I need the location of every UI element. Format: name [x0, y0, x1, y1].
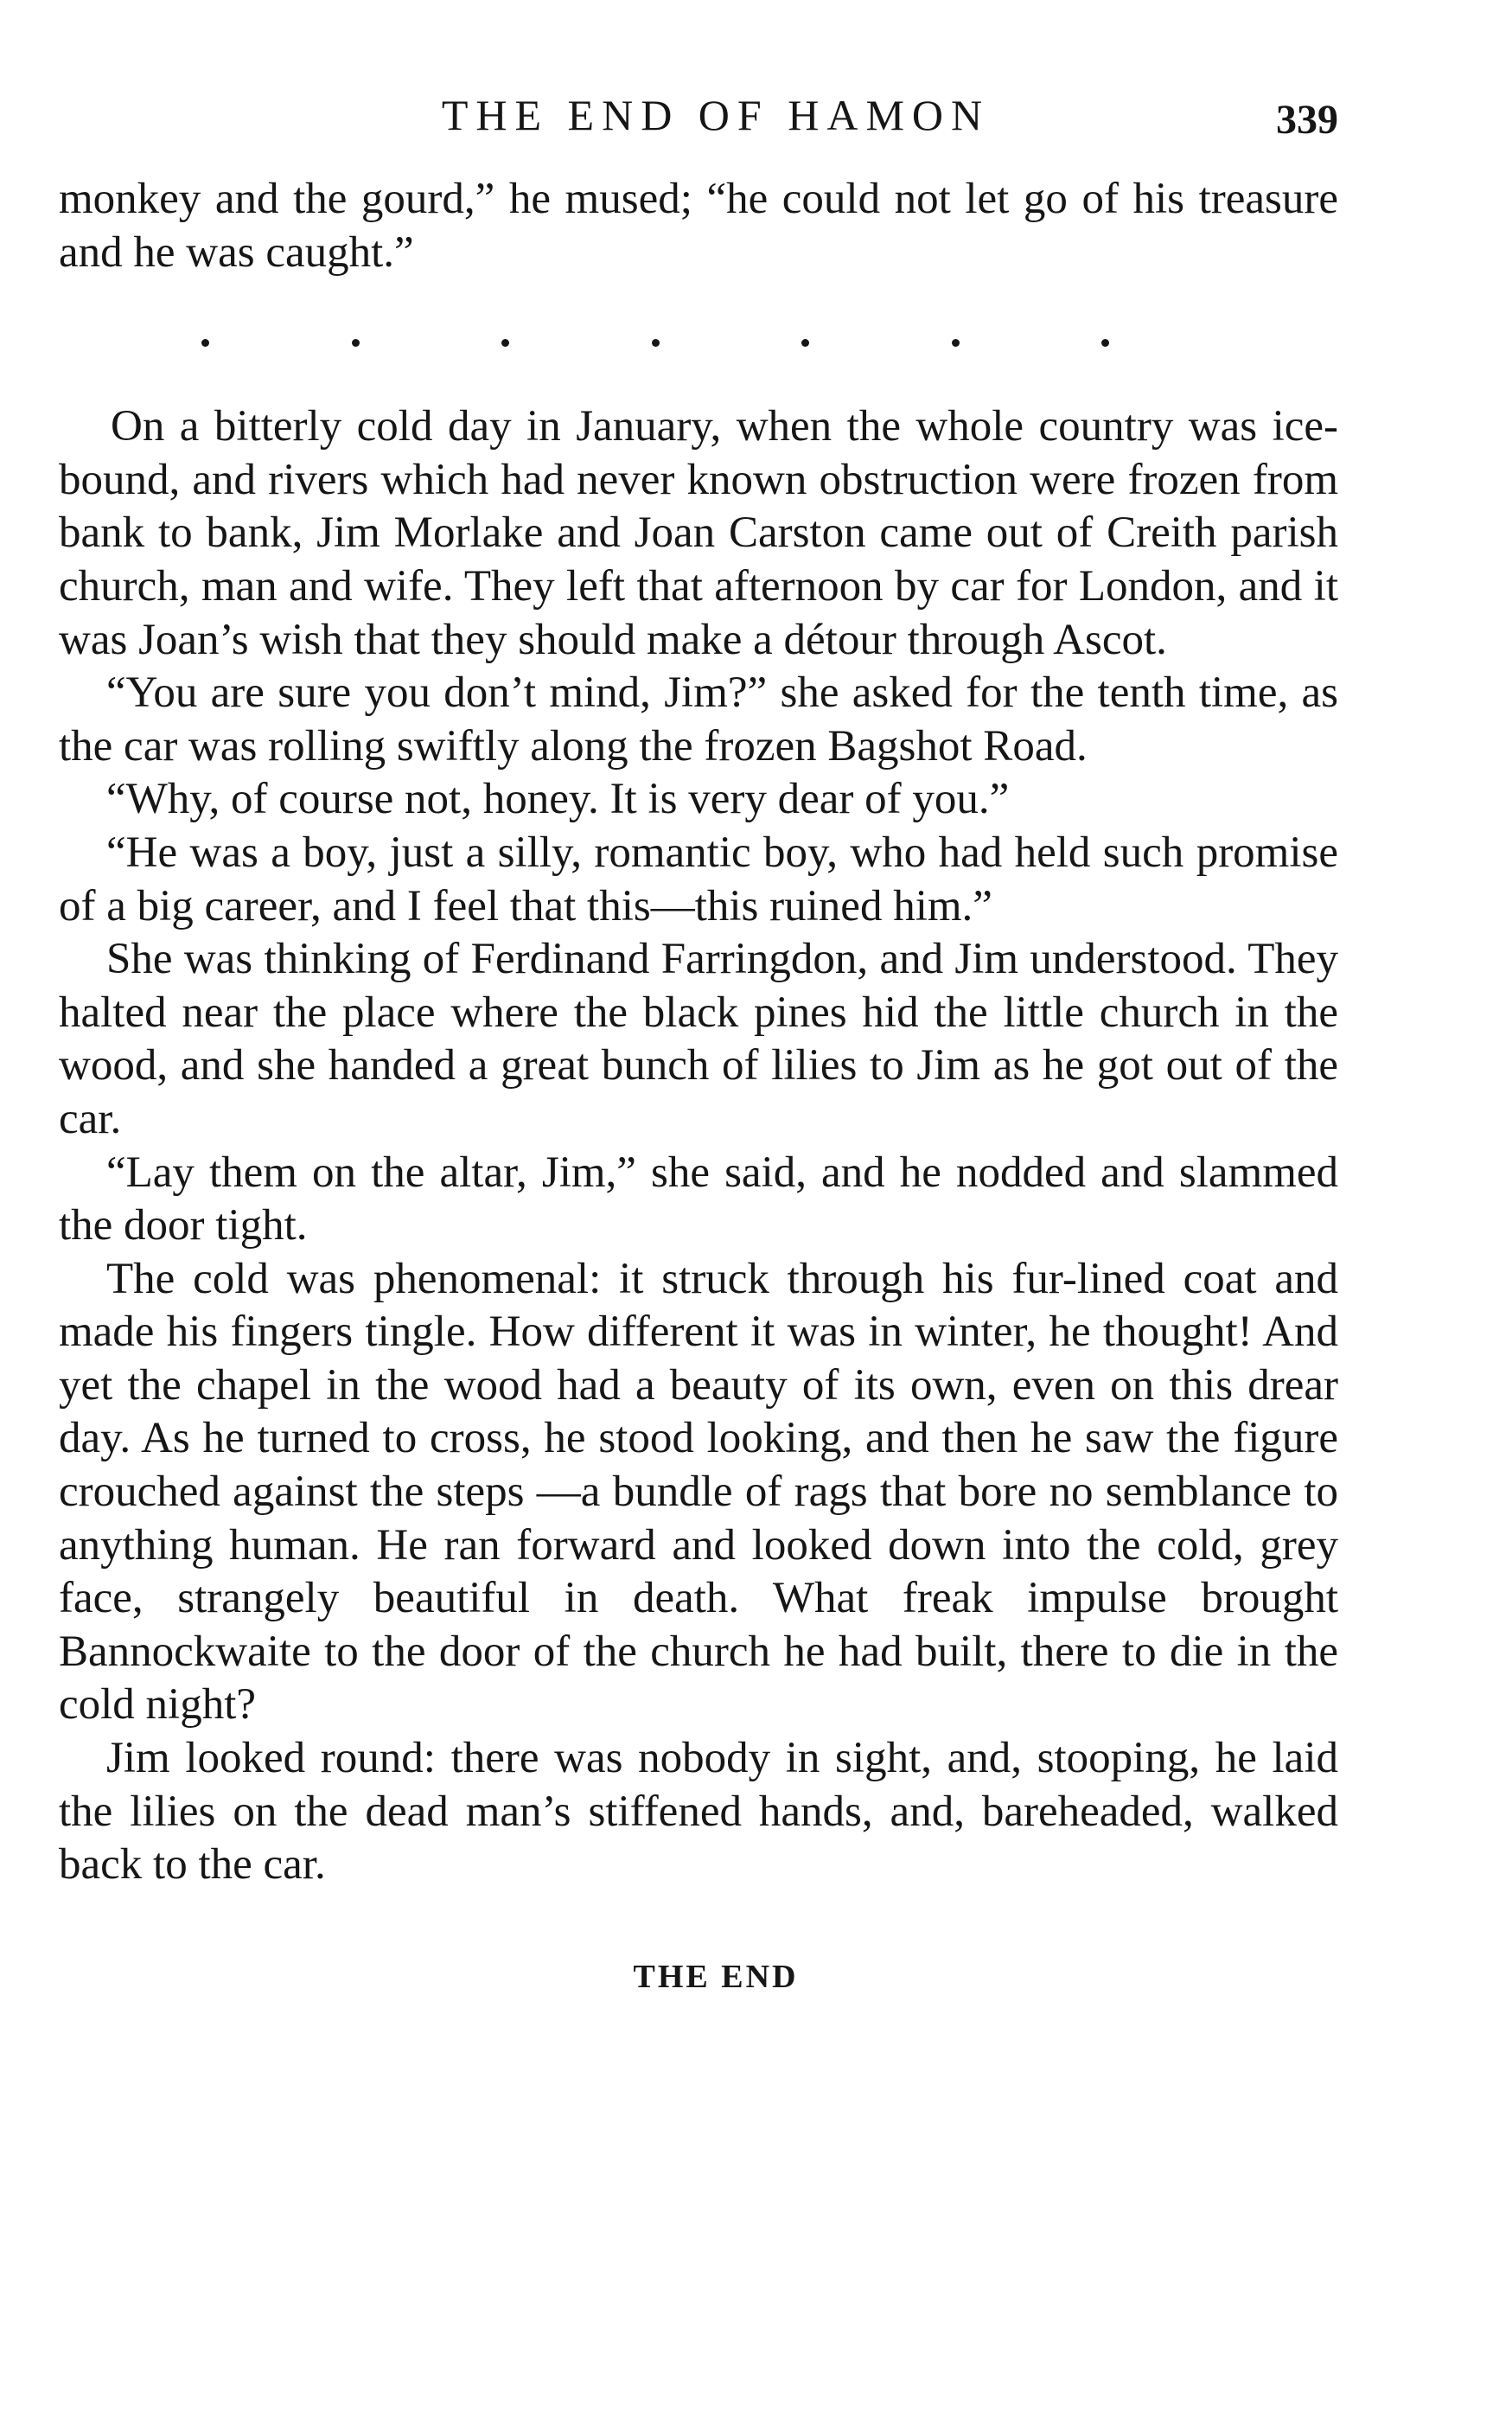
paragraph: On a bitterly cold day in January, when the whole country was ice-bound, and rivers which had never known obstruction were frozen from bank to bank, Jim Morlake and Joan Carston came out of Creith parish church, man and wife. They left that afternoon by car for London, and it was Joan’s wish that they should make a détour through Ascot. [59, 402, 1338, 664]
section-break-dot [352, 339, 360, 347]
page-number: 339 [1276, 97, 1338, 143]
end-marker: THE END [633, 1958, 799, 1995]
section-break-dot [952, 339, 960, 347]
paragraph: “Lay them on the altar, Jim,” she said, and he nodded and slammed the door tight. [59, 1148, 1338, 1250]
section-break-dot [652, 339, 660, 347]
paragraph: She was thinking of Ferdinand Farringdon, and Jim understood. They halted near the place where the black pines hid the little church in the wood, and she handed a great bunch of lilies to Jim as he got out of the car. [59, 935, 1338, 1143]
running-title: THE END OF HAMON [441, 91, 991, 139]
section-break-dot [801, 339, 809, 347]
paragraph: “He was a boy, just a silly, romantic boy, who had held such promise of a big career, and I feel that this—this ruined him.” [59, 828, 1338, 930]
opening-paragraph: monkey and the gourd,” he mused; “he could not let go of his treasure and he was caught.” [59, 175, 1338, 277]
paragraph: “You are sure you don’t mind, Jim?” she asked for the tenth time, as the car was rolling swiftly along the frozen Bagshot Road. [59, 668, 1338, 771]
section-break-dot [1101, 339, 1109, 347]
section-break-dot [201, 339, 209, 347]
paragraph: The cold was phenomenal: it struck through his fur-lined coat and made his fingers tingle. How different it was in winter, he thought! And yet the chapel in the wood had a beauty of its own, even on this drear day. As he turned to cross, he stood looking, and then he saw the figure crouched against the steps —a bundle of rags that bore no semblance to anything human. He ran forward and looked down into the cold, grey face, strangely beautiful in death. What freak impulse brought Bannockwaite to the door of the church he had built, there to die in the cold night? [59, 1254, 1338, 1730]
running-head [59, 85, 1338, 145]
section-break-dot [501, 339, 509, 347]
paragraph: Jim looked round: there was nobody in sight, and, stooping, he laid the lilies on the dead man’s stiffened hands, and, bareheaded, walked back to the car. [59, 1734, 1338, 1890]
body-text [59, 173, 1338, 2004]
section-break [201, 312, 1109, 373]
paragraph: “Why, of course not, honey. It is very dear of you.” [106, 775, 1010, 824]
